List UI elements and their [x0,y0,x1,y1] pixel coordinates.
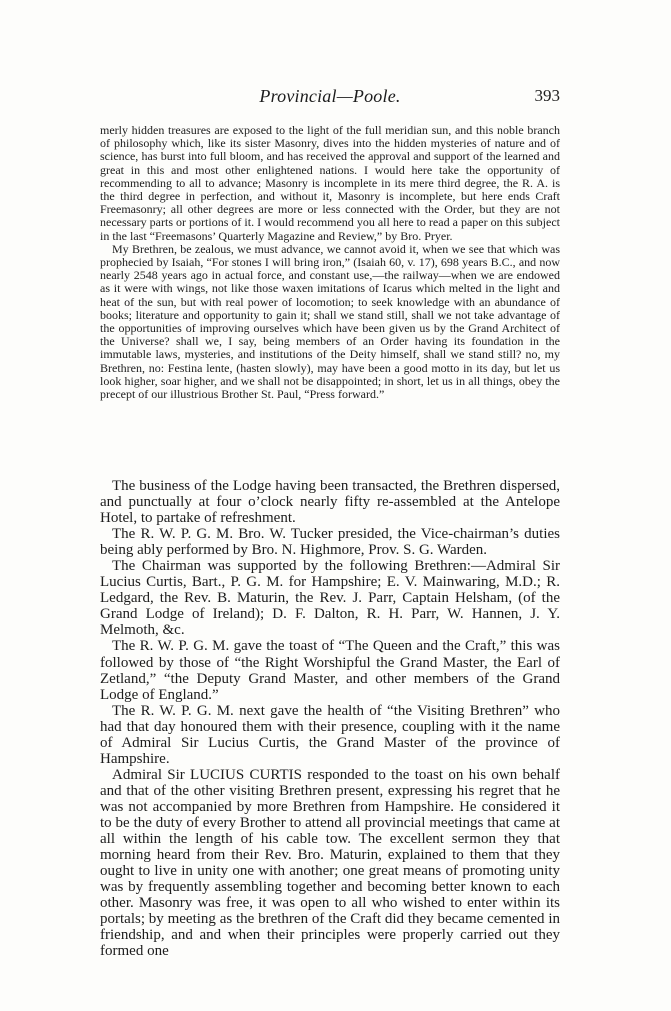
lodge-report-text [100,478,560,959]
paragraph: The R. W. P. G. M. Bro. W. Tucker presided, the Vice-chairman’s duties being ably performed by Bro. N. Highmore, Prov. S. G. Warden. [100,526,560,559]
paragraph: merly hidden treasures are exposed to the light of the full meridian sun, and this noble branch of philosophy which, like its sister Masonry, dives into the hidden mysteries of nature and of science, has burst into full bloom, and has received the approval and support of the learned and great in this and most other enlightened nations. I would here take the opportunity of recommending to all to advance; Masonry is incomplete in its mere third degree, the R. A. is the third degree in perfection, and without it, Masonry is incomplete, but here ends Craft Freemasonry; all other degrees are more or less connected with the Order, but they are not necessary parts or portions of it. I would recommend you all here to read a paper on this subject in the last “Freemasons’ Quarterly Magazine and Review,” by Bro. Pryer. [100,123,560,243]
paragraph: The business of the Lodge having been transacted, the Brethren dispersed, and punctually at four o’clock nearly fifty re-assembled at the Antelope Hotel, to partake of refreshment. [100,478,560,527]
paragraph: The R. W. P. G. M. next gave the health of “the Visiting Brethren” who had that day honoured them with their presence, coupling with it the name of Admiral Sir Lucius Curtis, the Grand Master of the province of Hampshire. [100,702,560,767]
address-text [100,124,560,401]
running-title: Provincial—Poole. [259,86,401,106]
paragraph: My Brethren, be zealous, we must advance, we cannot avoid it, when we see that which was prophecied by Isaiah, “For stones I will bring iron,” (Isaiah 60, v. 17), 698 years B.C., and now nearly 2548 years ago in actual force, and constant use,—the railway—when we are endowed as it were with wings, not like those waxen imitations of Icarus which melted in the light and heat of the sun, but with real power of locomotion; to seek knowledge with an abundance of books; literature and opportunity to gain it; shall we stand still, shall we not take advantage of the opportunities of improving ourselves which have been given us by the Grand Architect of the Universe? shall we, I say, being members of an Order having its foundation in the immutable laws, mysteries, and institutions of the Deity himself, shall we stand still? no, my Brethren, no: Festina lente, (hasten slowly), may have been a good motto in its day, but let us look higher, soar higher, and we shall not be disappointed; in short, let us in all things, obey the precept of our illustrious Brother St. Paul, “Press forward.” [100,241,560,402]
page-number: 393 [534,86,560,105]
running-head [100,86,560,110]
paragraph: The Chairman was supported by the following Brethren:—Admiral Sir Lucius Curtis, Bart., P. G. M. for Hampshire; E. V. Mainwaring, M.D.; R. Ledgard, the Rev. B. Maturin, the Rev. J. Parr, Captain Helsham, (of the Grand Lodge of Ireland); D. F. Dalton, R. H. Parr, W. Hannen, J. Y. Melmoth, &c. [100,558,560,639]
paragraph: The R. W. P. G. M. gave the toast of “The Queen and the Craft,” this was followed by those of “the Right Worshipful the Grand Master, the Earl of Zetland,” “the Deputy Grand Master, and other members of the Grand Lodge of England.” [100,638,560,703]
paragraph: Admiral Sir LUCIUS CURTIS responded to the toast on his own behalf and that of the other visiting Brethren present, expressing his regret that he was not accompanied by more Brethren from Hampshire. He considered it to be the duty of every Brother to attend all provincial meetings that came at all within the length of his cable tow. The excellent sermon they that morning heard from their Rev. Bro. Maturin, explained to them that they ought to live in unity one with another; one great means of promoting unity was by frequently assembling together and becoming better known to each other. Masonry was free, it was open to all who wished to enter within its portals; by meeting as the brethren of the Craft did they became cemented in friendship, and and when their principles were properly carried out they formed one [100,766,560,960]
